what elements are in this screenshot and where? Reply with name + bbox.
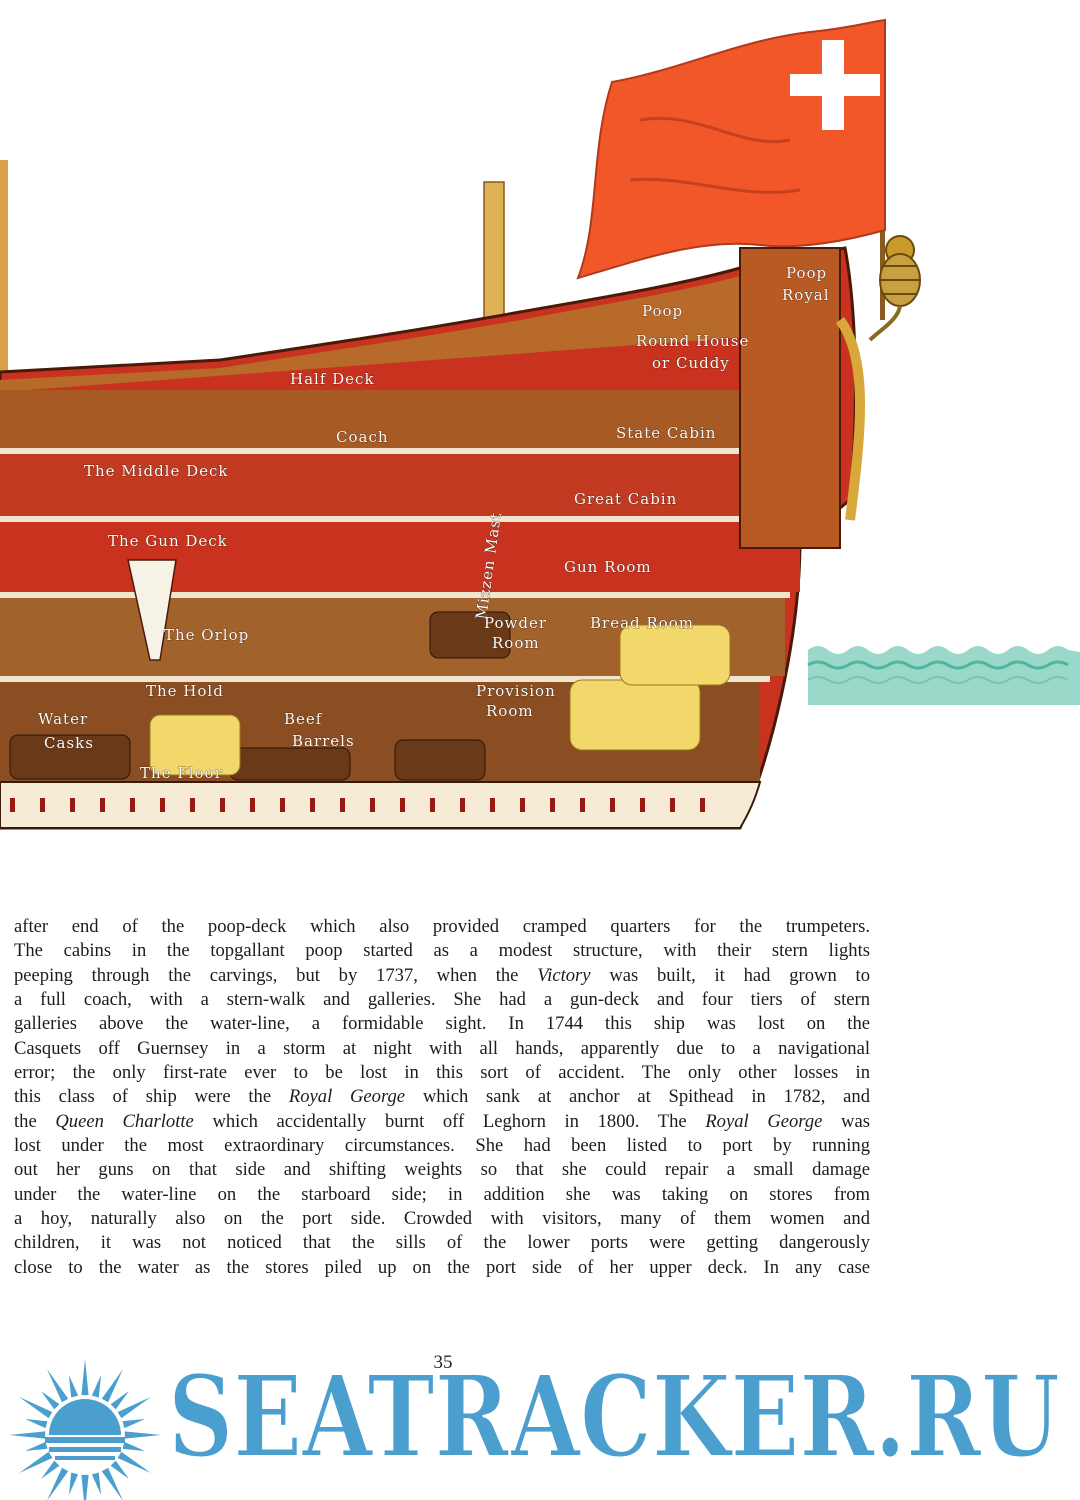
label-gun-deck: The Gun Deck (108, 532, 228, 550)
label-powder-room: Room (492, 634, 540, 652)
sun-ray (41, 1461, 59, 1479)
sun-ray (102, 1369, 123, 1402)
label-round-house: Round House (636, 332, 750, 350)
sun-ray (81, 1359, 88, 1395)
label-floor: The Floor (140, 764, 223, 782)
label-poop: Poop (642, 302, 684, 320)
stern-lantern (870, 236, 920, 340)
sun-ray (123, 1442, 145, 1451)
label-poop-royal-2: Royal (782, 286, 830, 304)
hull-keel-band (0, 782, 760, 828)
text-line: the Queen Charlotte which accidentally burnt off Leghorn in 1800. The Royal George was (14, 1110, 870, 1132)
text-line: a full coach, with a stern-walk and galleries. She had a gun-deck and four tiers of stern (14, 989, 870, 1011)
sun-ray (47, 1369, 68, 1402)
label-barrels: Barrels (292, 732, 355, 750)
sun-ray (102, 1468, 123, 1500)
sun-ray (92, 1375, 101, 1397)
label-half-deck: Half Deck (290, 370, 375, 388)
sun-ray (118, 1397, 151, 1418)
sun-ray (111, 1461, 129, 1479)
text-line: under the water-line on the starboard side; in addition she was taking on stores from (14, 1183, 870, 1205)
sun-ray (41, 1391, 59, 1409)
label-great-cabin: Great Cabin (574, 490, 678, 508)
text-line: close to the water as the stores piled up on the port side of her upper deck. In any case (14, 1256, 870, 1278)
label-hold: The Hold (146, 682, 224, 700)
sun-ray (92, 1473, 101, 1495)
watermark-wordmark (168, 1364, 1068, 1464)
text-line: galleries above the water-line, a formidable sight. In 1744 this ship was lost on the (14, 1013, 870, 1035)
sun-ray (69, 1375, 78, 1397)
body-text (14, 915, 870, 1280)
sun-ray (118, 1452, 151, 1473)
sun-ray (19, 1397, 52, 1418)
label-or-cuddy: or Cuddy (652, 354, 730, 372)
sun-ray (25, 1419, 47, 1428)
label-provision-room: Room (486, 702, 534, 720)
label-orlop: The Orlop (164, 626, 250, 644)
sun-ray (9, 1431, 45, 1438)
sun-ray (19, 1452, 52, 1473)
sea-waves (808, 646, 1080, 705)
label-bread-room: Bread Room (590, 614, 694, 632)
label-provision: Provision (476, 682, 556, 700)
label-state-cabin: State Cabin (616, 424, 717, 442)
text-line: this class of ship were the Royal George which sank at anchor at Spithead in 1782, and (14, 1086, 871, 1108)
label-casks: Casks (44, 734, 94, 752)
sun-logo-icon (9, 1359, 161, 1500)
sun-ray (47, 1468, 68, 1500)
sun-ray (123, 1419, 145, 1428)
sun-ray (81, 1475, 88, 1500)
label-beef: Beef (284, 710, 323, 728)
sun-ray (25, 1442, 47, 1451)
label-poop-royal-1: Poop (786, 264, 828, 282)
watermark-text: SEATRACKER.RU (168, 1364, 1060, 1464)
text-line: Casquets off Guernsey in a storm at night with all hands, apparently due to a navigational (14, 1037, 870, 1059)
label-powder: Powder (484, 614, 548, 632)
text-line: error; the only first-rate ever to be lost in this sort of accident. The only other losses in (14, 1062, 870, 1084)
label-water: Water (38, 710, 89, 728)
text-line: The cabins in the topgallant poop started as a modest structure, with their stern lights (14, 940, 870, 962)
sun-ray (111, 1391, 129, 1409)
label-middle-deck: The Middle Deck (84, 462, 229, 480)
page-number: 35 (433, 1352, 453, 1373)
text-line: children, it was not noticed that the sills of the lower ports were getting dangerously (14, 1232, 870, 1254)
label-coach: Coach (336, 428, 389, 446)
label-gun-room: Gun Room (564, 558, 652, 576)
sun-ray (69, 1473, 78, 1495)
text-line: a hoy, naturally also on the port side. Crowded with visitors, many of them women and (14, 1208, 870, 1230)
text-line: lost under the most extraordinary circumstances. She had been listed to port by running (14, 1135, 870, 1157)
text-line: after end of the poop-deck which also provided cramped quarters for the trumpeters. (14, 916, 870, 937)
label-mizzen-mast: Mizzen Mast (472, 510, 506, 621)
text-line: peeping through the carvings, but by 1737, when the Victory was built, it had grown to (14, 964, 870, 986)
text-line: out her guns on that side and shifting weights so that she could repair a small damage (14, 1159, 870, 1181)
sun-ray (125, 1431, 161, 1438)
